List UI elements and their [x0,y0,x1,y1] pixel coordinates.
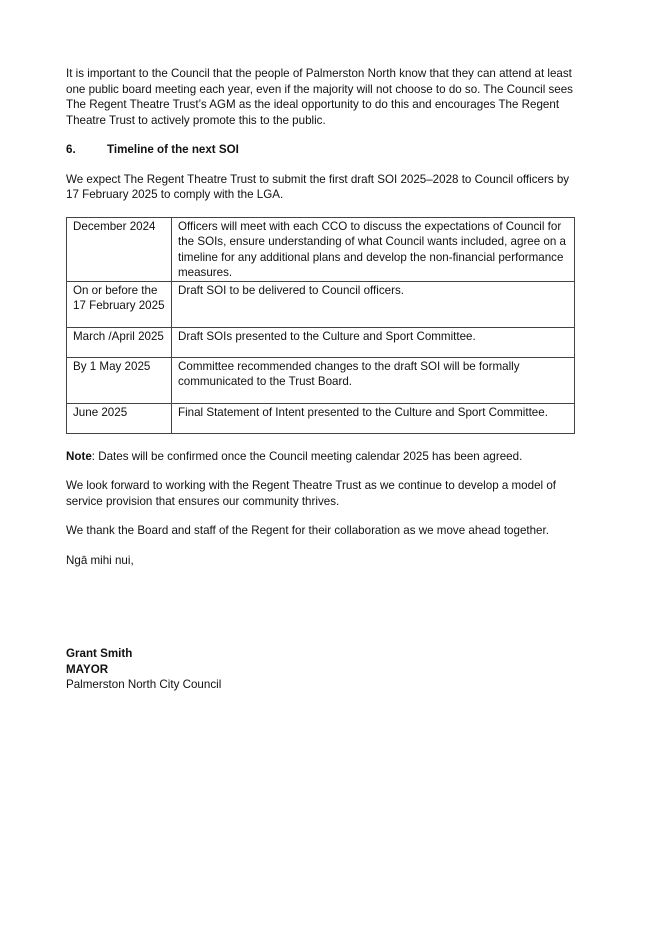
section-heading [66,142,581,158]
timeline-date-cell: On or before the 17 February 2025 [67,281,172,327]
timeline-activity-cell: Draft SOIs presented to the Culture and Sport Committee. [172,327,575,357]
timeline-activity-cell: Officers will meet with each CCO to discuss the expectations of Council for the SOIs, ensure understanding of what Council wants included, agree on a timeline for any additional plans and develop the non-financial performance measures. [172,217,575,281]
document-page [66,64,581,693]
timeline-date-cell: December 2024 [67,217,172,281]
timeline-row [67,327,575,357]
timeline-table [66,217,575,434]
expectation-paragraph: We expect The Regent Theatre Trust to submit the first draft SOI 2025–2028 to Council officers by 17 February 2025 to comply with the LGA. [66,172,570,201]
timeline-row [67,357,575,403]
timeline-activity-cell: Committee recommended changes to the draft SOI will be formally communicated to the Trust Board. [172,357,575,403]
timeline-row [67,403,575,433]
note-label: Note [66,449,92,463]
timeline-activity-cell: Final Statement of Intent presented to the Culture and Sport Committee. [172,403,575,433]
thanks-paragraph: We thank the Board and staff of the Regent for their collaboration as we move ahead together. [66,524,549,537]
intro-paragraph: It is important to the Council that the people of Palmerston North know that they can attend at least one public board meeting each year, even if the majority will not choose to do so. The Council sees The Regent Theatre Trust’s AGM as the ideal opportunity to do this and encourages The Regent Theatre Trust to actively promote this to the public. [66,67,573,127]
note-paragraph [66,449,581,465]
timeline-activity-cell: Draft SOI to be delivered to Council officers. [172,281,575,327]
timeline-row [67,217,575,281]
timeline-date-cell: June 2025 [67,403,172,433]
timeline-date-cell: March /April 2025 [67,327,172,357]
closing-salutation: Ngā mihi nui, [66,553,134,567]
note-text: : Dates will be confirmed once the Council meeting calendar 2025 has been agreed. [91,449,523,463]
signatory-organisation: Palmerston North City Council [66,678,222,691]
signature-block [66,646,581,693]
timeline-row [67,281,575,327]
forward-paragraph: We look forward to working with the Regent Theatre Trust as we continue to develop a model of service provision that ensures our community thrives. [66,479,556,508]
section-number: 6. [66,143,76,156]
signatory-name: Grant Smith [66,647,133,660]
signatory-title: MAYOR [66,662,109,676]
section-title: Timeline of the next SOI [107,143,239,156]
timeline-date-cell: By 1 May 2025 [67,357,172,403]
